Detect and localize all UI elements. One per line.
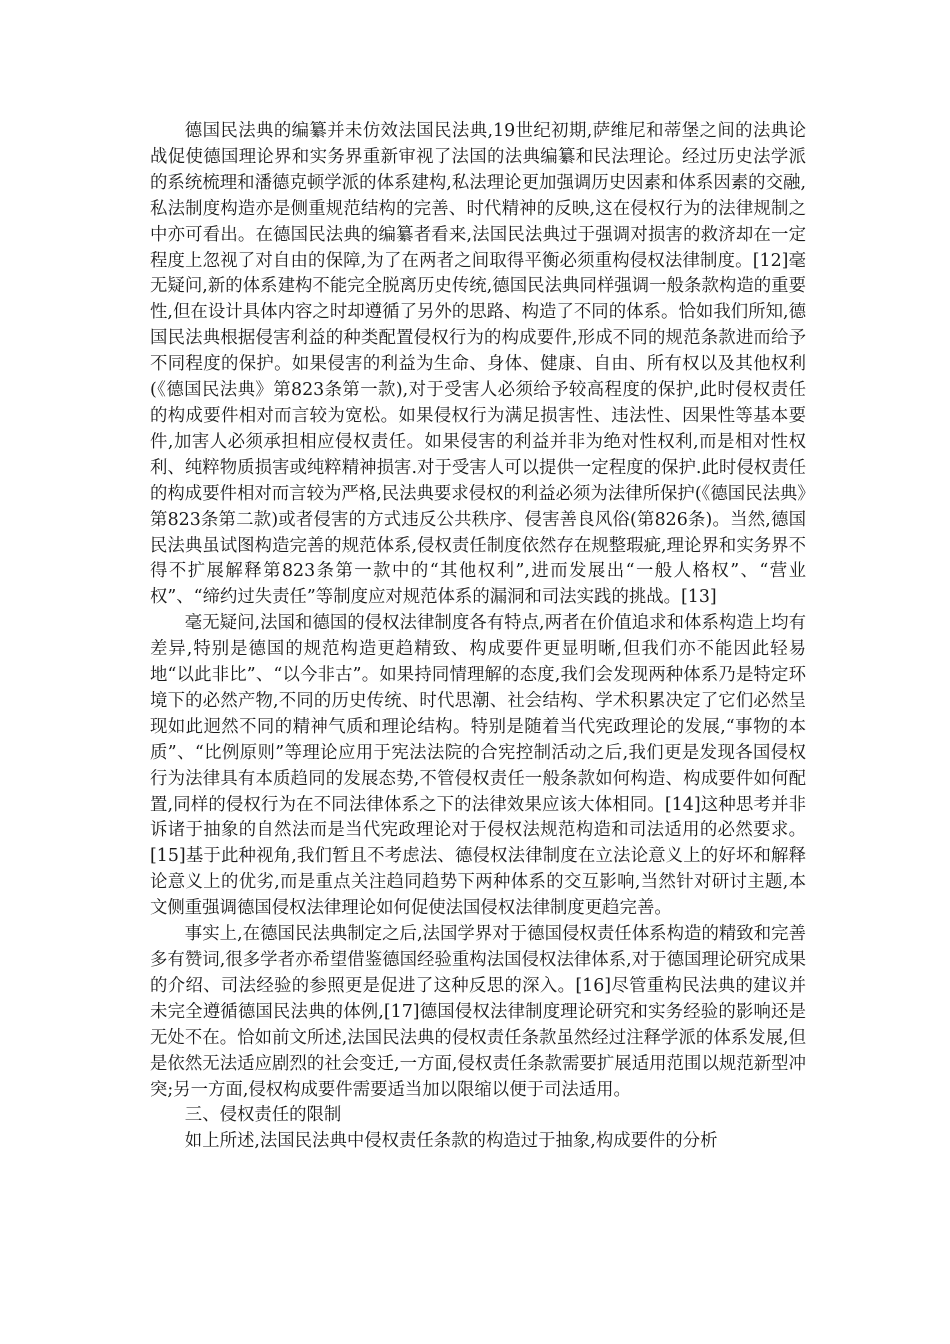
document-page <box>150 119 806 1155</box>
section-heading: 三、侵权责任的限制 <box>184 1105 342 1126</box>
paragraph-4: 如上所述,法国民法典中侵权责任条款的构造过于抽象,构成要件的分析 <box>184 1131 718 1152</box>
paragraph-1: 德国民法典的编纂并未仿效法国民法典,19世纪初期,萨维尼和蒂堡之间的法典论战促使德国理论界和实务界重新审视了法国的法典编纂和民法理论。经过历史法学派的系统梳理和潘德克顿学派的体系建构,私法理论更加强调历史因素和体系因素的交融,私法制度构造亦是侧重规范结构的完善、时代精神的反映,这在侵权行为的法律规制之中亦可看出。在德国民法典的编纂者看来,法国民法典过于强调对损害的救济却在一定程度上忽视了对自由的保障,为了在两者之间取得平衡必须重构侵权法律制度。[12]毫无疑问,新的体系建构不能完全脱离历史传统,德国民法典同样强调一般条款构造的重要性,但在设计具体内容之时却遵循了另外的思路、构造了不同的体系。恰如我们所知,德国民法典根据侵害利益的种类配置侵权行为的构成要件,形成不同的规范条款进而给予不同程度的保护。如果侵害的利益为生命、身体、健康、自由、所有权以及其他权利(《德国民法典》第823条第一款),对于受害人必须给予较高程度的保护,此时侵权责任的构成要件相对而言较为宽松。如果侵权行为满足损害性、违法性、因果性等基本要件,加害人必须承担相应侵权责任。如果侵害的利益并非为绝对性权利,而是相对性权利、纯粹物质损害或纯粹精神损害.对于受害人可以提供一定程度的保护.此时侵权责任的构成要件相对而言较为严格,民法典要求侵权的利益必须为法律所保护(《德国民法典》第823条第二款)或者侵害的方式违反公共秩序、侵害善良风俗(第826条)。当然,德国民法典虽试图构造完善的规范体系,侵权责任制度依然存在规整瑕疵,理论界和实务界不得不扩展解释第823条第一款中的“其他权利”,进而发展出“一般人格权”、“营业权”、“缔约过失责任”等制度应对规范体系的漏洞和司法实践的挑战。[13] <box>150 121 806 608</box>
paragraph-2: 毫无疑问,法国和德国的侵权法律制度各有特点,两者在价值追求和体系构造上均有差异,特别是德国的规范构造更趋精致、构成要件更显明晰,但我们亦不能因此轻易地“以此非比”、“以今非古”。如果持同情理解的态度,我们会发现两种体系乃是特定环境下的必然产物,不同的历史传统、时代思潮、社会结构、学术积累决定了它们必然呈现如此迥然不同的精神气质和理论结构。特别是随着当代宪政理论的发展,“事物的本质”、“比例原则”等理论应用于宪法法院的合宪控制活动之后,我们更是发现各国侵权行为法律具有本质趋同的发展态势,不管侵权责任一般条款如何构造、构成要件如何配置,同样的侵权行为在不同法律体系之下的法律效果应该大体相同。[14]这种思考并非诉诸于抽象的自然法而是当代宪政理论对于侵权法规范构造和司法适用的必然要求。[15]基于此种视角,我们暂且不考虑法、德侵权法律制度在立法论意义上的好坏和解释论意义上的优劣,而是重点关注趋同趋势下两种体系的交互影响,当然针对研讨主题,本文侧重强调德国侵权法律理论如何促使法国侵权法律制度更趋完善。 <box>150 613 806 919</box>
paragraph-3: 事实上,在德国民法典制定之后,法国学界对于德国侵权责任体系构造的精致和完善多有赞词,很多学者亦希望借鉴德国经验重构法国侵权法律体系,对于德国理论研究成果的介绍、司法经验的参照更是促进了这种反思的深入。[16]尽管重构民法典的建议并未完全遵循德国民法典的体例,[17]德国侵权法律制度理论研究和实务经验的影响还是无处不在。恰如前文所述,法国民法典的侵权责任条款虽然经过注释学派的体系发展,但是依然无法适应剧烈的社会变迁,一方面,侵权责任条款需要扩展适用范围以规范新型冲突;另一方面,侵权构成要件需要适当加以限缩以便于司法适用。 <box>150 924 806 1100</box>
